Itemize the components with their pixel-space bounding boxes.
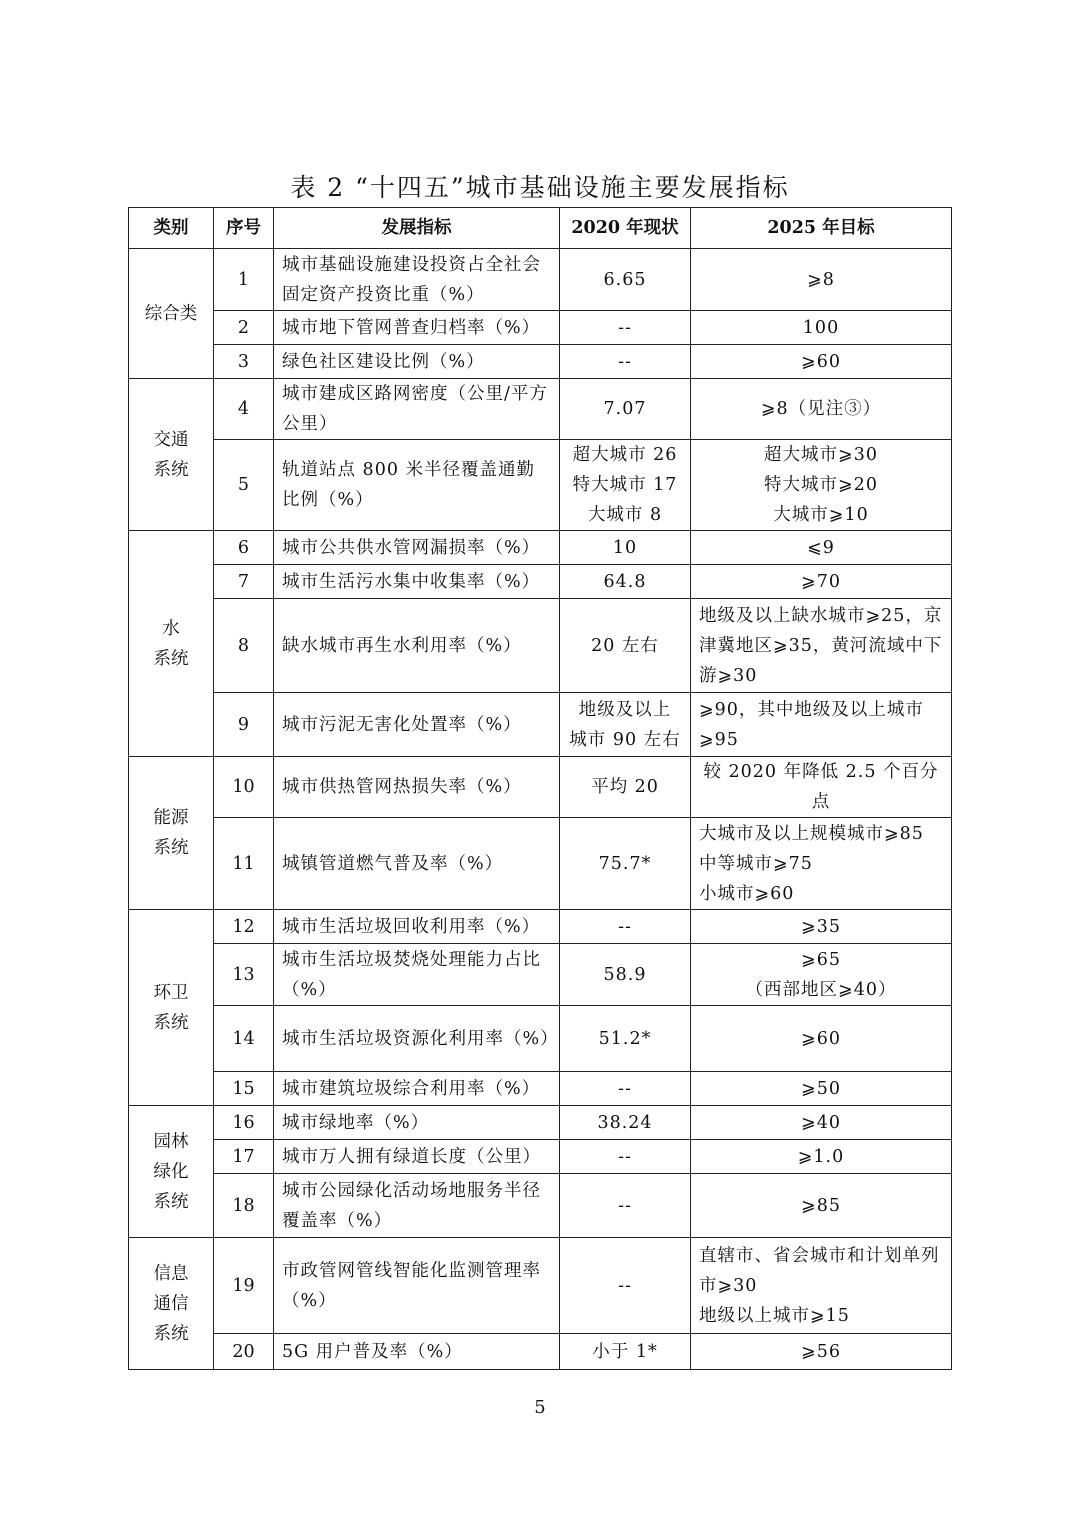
target-value-cell: 大城市及以上规模城市⩾85 中等城市⩾75 小城市⩾60: [691, 818, 952, 910]
row-number: 1: [214, 249, 274, 311]
header-target: 2025 年目标: [691, 208, 952, 249]
target-value-cell: ⩾1.0: [691, 1140, 952, 1174]
table-row: [129, 249, 952, 311]
target-value-cell: ⩾60: [691, 1006, 952, 1072]
current-value-cell: 58.9: [560, 944, 691, 1006]
target-value-cell: 超大城市⩾30 特大城市⩾20 大城市⩾10: [691, 440, 952, 531]
table-row: [129, 757, 952, 818]
current-value-cell: 10: [560, 531, 691, 565]
category-cell: 综合类: [129, 249, 214, 379]
table-row: [129, 345, 952, 379]
current-value-cell: --: [560, 910, 691, 944]
current-value-cell: 20 左右: [560, 599, 691, 693]
table-row: [129, 818, 952, 910]
page-number: 5: [534, 1397, 546, 1418]
table-row: [129, 565, 952, 599]
indicator-cell: 城市生活污水集中收集率（%）: [274, 565, 560, 599]
current-value-cell: 超大城市 26 特大城市 17 大城市 8: [560, 440, 691, 531]
indicator-cell: 城市公共供水管网漏损率（%）: [274, 531, 560, 565]
target-value-cell: ⩾85: [691, 1174, 952, 1238]
table-body: [129, 249, 952, 1370]
table-row: [129, 693, 952, 757]
current-value-cell: 6.65: [560, 249, 691, 311]
indicator-cell: 缺水城市再生水利用率（%）: [274, 599, 560, 693]
target-value-cell: 较 2020 年降低 2.5 个百分点: [691, 757, 952, 818]
table-header-row: [129, 208, 952, 249]
current-value-cell: 75.7*: [560, 818, 691, 910]
target-value-cell: 直辖市、省会城市和计划单列市⩾30 地级以上城市⩾15: [691, 1238, 952, 1334]
header-category: 类别: [129, 208, 214, 249]
target-value-cell: ⩾35: [691, 910, 952, 944]
target-value-cell: ⩾65 （西部地区⩾40）: [691, 944, 952, 1006]
header-indicator: 发展指标: [274, 208, 560, 249]
current-value-cell: 64.8: [560, 565, 691, 599]
current-value-cell: 小于 1*: [560, 1334, 691, 1370]
header-no: 序号: [214, 208, 274, 249]
table-row: [129, 599, 952, 693]
indicator-cell: 城镇管道燃气普及率（%）: [274, 818, 560, 910]
current-value-cell: --: [560, 1072, 691, 1106]
target-value-cell: ⩾56: [691, 1334, 952, 1370]
current-value-cell: 7.07: [560, 379, 691, 440]
table-row: [129, 1140, 952, 1174]
table-row: [129, 910, 952, 944]
category-cell: 水 系统: [129, 531, 214, 757]
table-row: [129, 379, 952, 440]
table-row: [129, 1238, 952, 1334]
row-number: 16: [214, 1106, 274, 1140]
target-value-cell: ⩾60: [691, 345, 952, 379]
current-value-cell: --: [560, 1238, 691, 1334]
target-value-cell: ⩾40: [691, 1106, 952, 1140]
indicator-cell: 绿色社区建设比例（%）: [274, 345, 560, 379]
row-number: 17: [214, 1140, 274, 1174]
row-number: 13: [214, 944, 274, 1006]
current-value-cell: --: [560, 345, 691, 379]
current-value-cell: --: [560, 311, 691, 345]
row-number: 18: [214, 1174, 274, 1238]
row-number: 7: [214, 565, 274, 599]
row-number: 9: [214, 693, 274, 757]
target-value-cell: 100: [691, 311, 952, 345]
table-row: [129, 1006, 952, 1072]
category-cell: 信息 通信 系统: [129, 1238, 214, 1370]
current-value-cell: 51.2*: [560, 1006, 691, 1072]
current-value-cell: 平均 20: [560, 757, 691, 818]
indicator-cell: 城市绿地率（%）: [274, 1106, 560, 1140]
indicator-cell: 城市公园绿化活动场地服务半径覆盖率（%）: [274, 1174, 560, 1238]
row-number: 12: [214, 910, 274, 944]
category-cell: 能源 系统: [129, 757, 214, 910]
indicator-cell: 城市污泥无害化处置率（%）: [274, 693, 560, 757]
indicator-cell: 城市生活垃圾焚烧处理能力占比（%）: [274, 944, 560, 1006]
table-row: [129, 311, 952, 345]
indicator-cell: 轨道站点 800 米半径覆盖通勤比例（%）: [274, 440, 560, 531]
table-row: [129, 944, 952, 1006]
current-value-cell: 38.24: [560, 1106, 691, 1140]
row-number: 8: [214, 599, 274, 693]
table-row: [129, 531, 952, 565]
target-value-cell: ⩾8: [691, 249, 952, 311]
row-number: 14: [214, 1006, 274, 1072]
table-title: 表 2 “十四五”城市基础设施主要发展指标: [290, 173, 790, 202]
indicator-table: [128, 207, 952, 1370]
row-number: 5: [214, 440, 274, 531]
table-row: [129, 440, 952, 531]
row-number: 15: [214, 1072, 274, 1106]
row-number: 6: [214, 531, 274, 565]
row-number: 3: [214, 345, 274, 379]
current-value-cell: --: [560, 1174, 691, 1238]
target-value-cell: ⩾90，其中地级及以上城市⩾95: [691, 693, 952, 757]
current-value-cell: 地级及以上 城市 90 左右: [560, 693, 691, 757]
target-value-cell: ⩽9: [691, 531, 952, 565]
indicator-cell: 城市万人拥有绿道长度（公里）: [274, 1140, 560, 1174]
target-value-cell: 地级及以上缺水城市⩾25，京津冀地区⩾35，黄河流域中下游⩾30: [691, 599, 952, 693]
row-number: 10: [214, 757, 274, 818]
indicator-cell: 城市生活垃圾资源化利用率（%）: [274, 1006, 560, 1072]
row-number: 20: [214, 1334, 274, 1370]
indicator-cell: 城市生活垃圾回收利用率（%）: [274, 910, 560, 944]
table-row: [129, 1334, 952, 1370]
category-cell: 园林 绿化 系统: [129, 1106, 214, 1238]
indicator-cell: 城市供热管网热损失率（%）: [274, 757, 560, 818]
target-value-cell: ⩾50: [691, 1072, 952, 1106]
row-number: 19: [214, 1238, 274, 1334]
row-number: 2: [214, 311, 274, 345]
indicator-cell: 市政管网管线智能化监测管理率（%）: [274, 1238, 560, 1334]
table-row: [129, 1106, 952, 1140]
indicator-cell: 城市基础设施建设投资占全社会固定资产投资比重（%）: [274, 249, 560, 311]
row-number: 4: [214, 379, 274, 440]
target-value-cell: ⩾70: [691, 565, 952, 599]
indicator-cell: 5G 用户普及率（%）: [274, 1334, 560, 1370]
target-value-cell: ⩾8（见注③）: [691, 379, 952, 440]
table-row: [129, 1072, 952, 1106]
category-cell: 交通 系统: [129, 379, 214, 531]
table-row: [129, 1174, 952, 1238]
row-number: 11: [214, 818, 274, 910]
indicator-cell: 城市地下管网普查归档率（%）: [274, 311, 560, 345]
current-value-cell: --: [560, 1140, 691, 1174]
category-cell: 环卫 系统: [129, 910, 214, 1106]
indicator-cell: 城市建筑垃圾综合利用率（%）: [274, 1072, 560, 1106]
header-current: 2020 年现状: [560, 208, 691, 249]
indicator-cell: 城市建成区路网密度（公里/平方公里）: [274, 379, 560, 440]
